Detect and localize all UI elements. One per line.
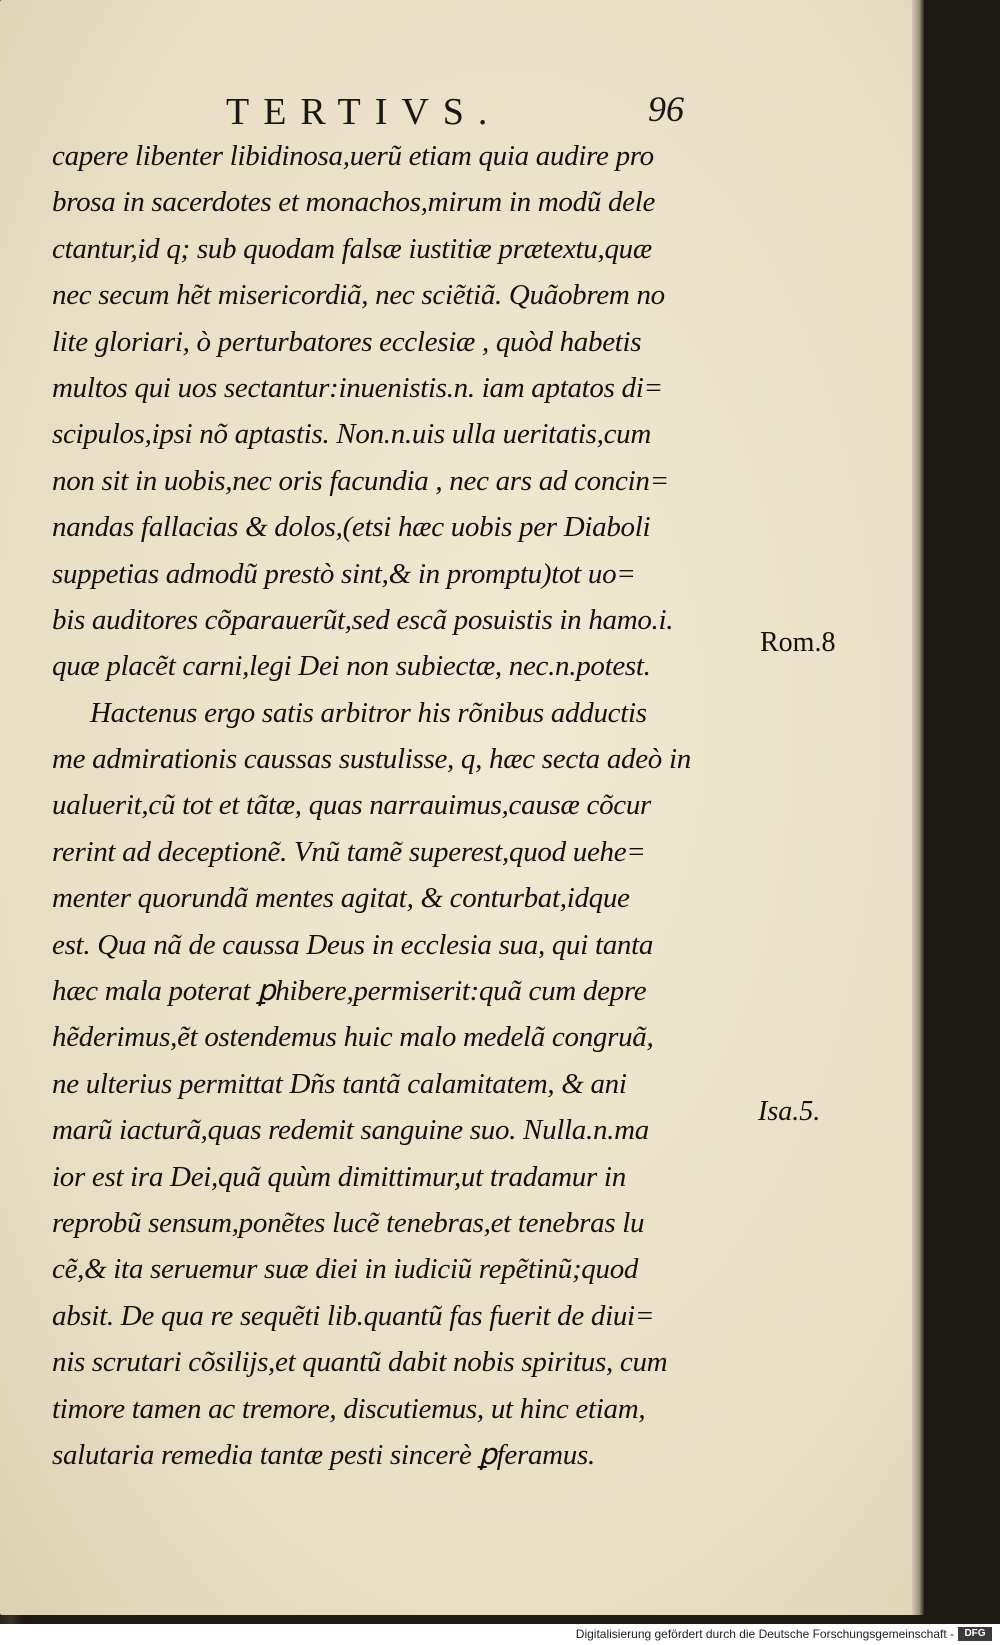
text-line: ior est ira Dei,quã quùm dimittimur,ut tradamur in [52,1160,626,1193]
text-line: brosa in sacerdotes et monachos,mirum in modũ dele [52,186,656,219]
text-line: timore tamen ac tremore, discutiemus, ut hinc etiam, [52,1392,646,1425]
text-line: quæ placẽt carni,legi Dei non subiectæ, nec.n.potest. [52,650,651,683]
text-line: salutaria remedia tantæ pesti sincerè ꝑferamus. [52,1438,595,1471]
text-line: reprobũ sensum,ponẽtes lucẽ tenebras,et tenebras lu [52,1206,645,1239]
text-line: rerint ad deceptionẽ. Vnũ tamẽ superest,quod uehe= [52,835,646,868]
text-line: ne ulterius permittat Dñs tantã calamitatem, & ani [52,1067,627,1100]
dfg-logo-icon: DFG [958,1627,992,1641]
margin-note-rom: Rom.8 [760,627,836,658]
running-title: TERTIVS. [226,91,502,133]
page-number: 96 [648,89,684,129]
text-line: est. Qua nã de caussa Deus in ecclesia sua, qui tanta [52,928,654,961]
text-line: multos qui uos sectantur:inuenistis.n. iam aptatos di= [52,371,663,404]
text-line: absit. De qua re sequẽti lib.quantũ fas fuerit de diui= [52,1299,655,1332]
text-line: nec secum hẽt misericordiã, nec sciẽtiã. Quãobrem no [52,279,665,312]
text-line: ctantur,id q; sub quodam falsæ iustitiæ prætextu,quæ [52,232,652,265]
text-line: non sit in uobis,nec oris facundia , nec ars ad concin= [52,464,669,497]
page-edge [912,0,924,1615]
text-line: nis scrutari cõsilijs,et quantũ dabit nobis spiritus, cum [52,1346,668,1379]
text-line: capere libenter libidinosa,uerũ etiam quia audire pro [52,140,654,172]
text-line: hẽderimus,ẽt ostendemus huic malo medelã congruã, [52,1021,654,1054]
text-line: hæc mala poterat ꝑhibere,permiserit:quã cum depre [52,975,647,1008]
text-line: bis auditores cõparauerũt,sed escã posuistis in hamo.i. [52,603,674,636]
text-line: Hactenus ergo satis arbitror his rõnibus adductis [90,696,647,729]
text-line: me admirationis caussas sustulisse, q, hæc secta adeò in [52,743,691,776]
text-line: cẽ,& ita seruemur suæ diei in iudiciũ repẽtinũ;quod [52,1253,639,1286]
text-line: menter quorundã mentes agitat, & conturbat,idque [52,882,630,915]
funding-credit: Digitalisierung gefördert durch die Deutsche Forschungsgemeinschaft - [575,1627,954,1641]
text-line: ualuerit,cũ tot et tãtæ, quas narrauimus,causæ cõcur [52,789,652,822]
text-line: scipulos,ipsi nõ aptastis. Non.n.uis ulla ueritatis,cum [52,418,651,451]
text-line: marũ iacturã,quas redemit sanguine suo. Nulla.n.ma [52,1114,649,1147]
body-text [52,133,742,1478]
margin-note-isa: Isa.5. [758,1096,821,1127]
text-line: nandas fallacias & dolos,(etsi hæc uobis per Diaboli [52,511,651,544]
text-line: suppetias admodũ prestò sint,& in promptu)tot uo= [52,557,636,590]
text-line: lite gloriari, ò perturbatores ecclesiæ , quòd habetis [52,325,642,358]
